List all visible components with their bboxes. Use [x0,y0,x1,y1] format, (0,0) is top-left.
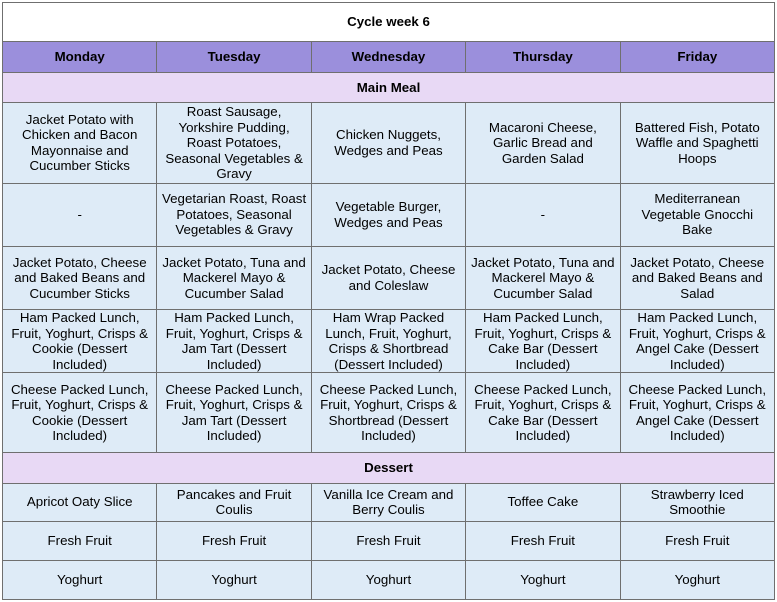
meal-cell: Vegetarian Roast, Roast Potatoes, Seasonal Vegetables & Gravy [157,183,311,246]
meal-cell: Roast Sausage, Yorkshire Pudding, Roast Potatoes, Seasonal Vegetables & Gravy [157,103,311,183]
meal-cell: Ham Wrap Packed Lunch, Fruit, Yoghurt, Crisps & Shortbread (Dessert Included) [311,309,465,372]
meal-cell: Ham Packed Lunch, Fruit, Yoghurt, Crisps & Angel Cake (Dessert Included) [620,309,774,372]
dessert-cell: Yoghurt [157,560,311,599]
table-row [3,246,775,309]
meal-cell: Jacket Potato, Tuna and Mackerel Mayo & Cucumber Salad [157,246,311,309]
meal-cell: Cheese Packed Lunch, Fruit, Yoghurt, Crisps & Cookie (Dessert Included) [3,373,157,453]
day-header-wednesday: Wednesday [311,42,465,73]
day-header-tuesday: Tuesday [157,42,311,73]
meal-cell: Jacket Potato, Cheese and Baked Beans and Cucumber Sticks [3,246,157,309]
dessert-cell: Fresh Fruit [311,521,465,560]
dessert-cell: Strawberry Iced Smoothie [620,483,774,521]
meal-cell: Jacket Potato with Chicken and Bacon Mayonnaise and Cucumber Sticks [3,103,157,183]
table-row [3,373,775,453]
meal-cell: Battered Fish, Potato Waffle and Spaghetti Hoops [620,103,774,183]
table-row [3,560,775,599]
dessert-cell: Yoghurt [311,560,465,599]
dessert-cell: Fresh Fruit [466,521,620,560]
table-row [3,103,775,183]
meal-cell: Macaroni Cheese, Garlic Bread and Garden Salad [466,103,620,183]
meal-cell: Cheese Packed Lunch, Fruit, Yoghurt, Crisps & Jam Tart (Dessert Included) [157,373,311,453]
dessert-cell: Fresh Fruit [620,521,774,560]
meal-cell: Ham Packed Lunch, Fruit, Yoghurt, Crisps & Jam Tart (Dessert Included) [157,309,311,372]
meal-cell: Jacket Potato, Cheese and Baked Beans and Salad [620,246,774,309]
section-header-main-meal: Main Meal [3,73,775,103]
dessert-cell: Yoghurt [466,560,620,599]
table-row [3,521,775,560]
table-row [3,483,775,521]
section-header-dessert: Dessert [3,453,775,483]
meal-cell: - [3,183,157,246]
table-row [3,309,775,372]
title-row [3,3,775,42]
day-header-friday: Friday [620,42,774,73]
table-row [3,183,775,246]
meal-cell: - [466,183,620,246]
meal-cell: Jacket Potato, Tuna and Mackerel Mayo & Cucumber Salad [466,246,620,309]
meal-cell: Ham Packed Lunch, Fruit, Yoghurt, Crisps & Cake Bar (Dessert Included) [466,309,620,372]
section-row-dessert [3,453,775,483]
meal-cell: Cheese Packed Lunch, Fruit, Yoghurt, Crisps & Cake Bar (Dessert Included) [466,373,620,453]
meal-cell: Cheese Packed Lunch, Fruit, Yoghurt, Crisps & Angel Cake (Dessert Included) [620,373,774,453]
days-header-row [3,42,775,73]
meal-cell: Chicken Nuggets, Wedges and Peas [311,103,465,183]
meal-cell: Mediterranean Vegetable Gnocchi Bake [620,183,774,246]
dessert-cell: Toffee Cake [466,483,620,521]
menu-table [2,2,775,600]
day-header-monday: Monday [3,42,157,73]
dessert-cell: Yoghurt [3,560,157,599]
dessert-cell: Yoghurt [620,560,774,599]
dessert-cell: Apricot Oaty Slice [3,483,157,521]
meal-cell: Cheese Packed Lunch, Fruit, Yoghurt, Crisps & Shortbread (Dessert Included) [311,373,465,453]
meal-cell: Ham Packed Lunch, Fruit, Yoghurt, Crisps & Cookie (Dessert Included) [3,309,157,372]
dessert-cell: Fresh Fruit [3,521,157,560]
meal-cell: Jacket Potato, Cheese and Coleslaw [311,246,465,309]
dessert-cell: Vanilla Ice Cream and Berry Coulis [311,483,465,521]
meal-cell: Vegetable Burger, Wedges and Peas [311,183,465,246]
dessert-cell: Pancakes and Fruit Coulis [157,483,311,521]
dessert-cell: Fresh Fruit [157,521,311,560]
day-header-thursday: Thursday [466,42,620,73]
menu-title: Cycle week 6 [3,3,775,42]
section-row-main [3,73,775,103]
